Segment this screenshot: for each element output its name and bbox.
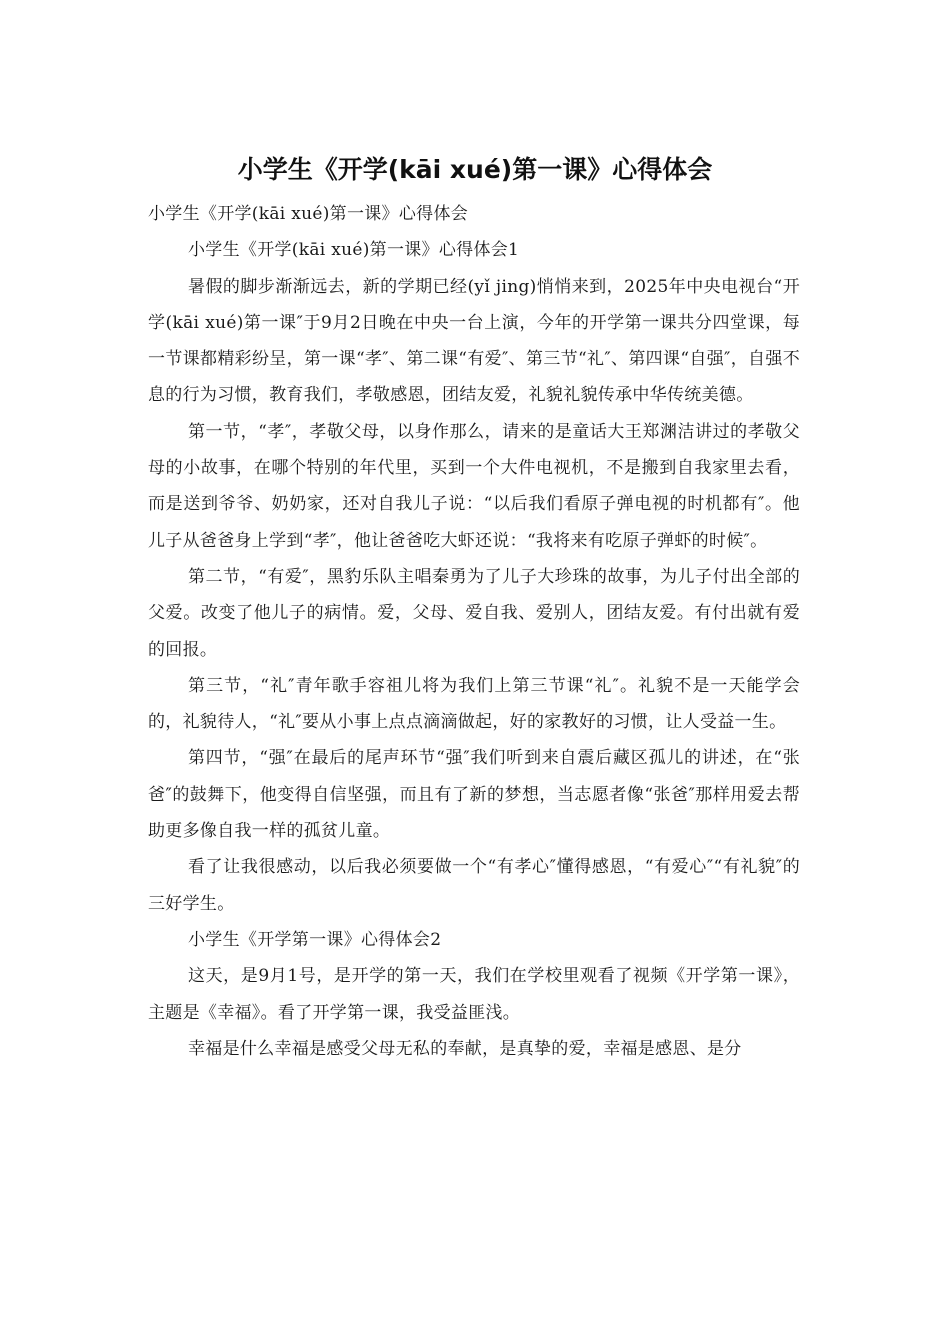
paragraph: 看了让我很感动，以后我必须要做一个“有孝心″懂得感恩，“有爱心″“有礼貌″的三好学生。 [148, 857, 800, 914]
section-heading-2: 小学生《开学第一课》心得体会2 [188, 929, 442, 950]
paragraph: 第三节，“礼″青年歌手容祖儿将为我们上第三节课“礼″。礼貌不是一天能学会的，礼貌待人，“礼″要从小事上点点滴滴做起，好的家教好的习惯，让人受益一生。 [148, 675, 800, 733]
paragraph: 第二节，“有爱″，黑豹乐队主唱秦勇为了儿子大珍珠的故事，为儿子付出全部的父爱。改变了他儿子的病情。爱，父母、爱自我、爱别人，团结友爱。有付出就有爱的回报。 [148, 566, 800, 660]
subtitle-line: 小学生《开学(kāi xué)第一课》心得体会 [148, 204, 469, 224]
paragraph: 幸福是什么幸福是感受父母无私的奉献，是真挚的爱，幸福是感恩、是分 [188, 1038, 742, 1059]
document-title: 小学生《开学(kāi xué)第一课》心得体会 [237, 155, 713, 184]
paragraph: 第四节，“强″在最后的尾声环节“强″我们听到来自震后藏区孤儿的讲述，在“张爸″的鼓舞下，他变得自信坚强，而且有了新的梦想，当志愿者像“张爸″那样用爱去帮助更多像自我一样的孤贫儿童。 [148, 748, 800, 842]
paragraph: 这天，是9月1号，是开学的第一天，我们在学校里观看了视频《开学第一课》，主题是《幸福》。看了开学第一课，我受益匪浅。 [148, 966, 800, 1023]
document-body [148, 196, 800, 1067]
paragraph: 第一节，“孝″，孝敬父母，以身作那么，请来的是童话大王郑渊洁讲过的孝敬父母的小故事，在哪个特别的年代里，买到一个大件电视机，不是搬到自我家里去看，而是送到爷爷、奶奶家，还对自我儿子说：“以后我们看原子弹电视的时机都有″。他儿子从爸爸身上学到“孝″，他让爸爸吃大虾还说：“我将来有吃原子弹虾的时候″。 [148, 421, 800, 551]
section-heading-1: 小学生《开学(kāi xué)第一课》心得体会1 [188, 240, 520, 261]
paragraph: 暑假的脚步渐渐远去，新的学期已经(yǐ jing)悄悄来到，2025年中央电视台“开学(kāi xué)第一课″于9月2日晚在中央一台上演，今年的开学第一课共分四堂课，每一节课都精彩纷呈，第一课“孝″、第二课“有爱″、第三节“礼″、第四课“自强″，自强不息的行为习惯，教育我们，孝敬感恩，团结友爱，礼貌礼貌传承中华传统美德。 [148, 276, 800, 406]
